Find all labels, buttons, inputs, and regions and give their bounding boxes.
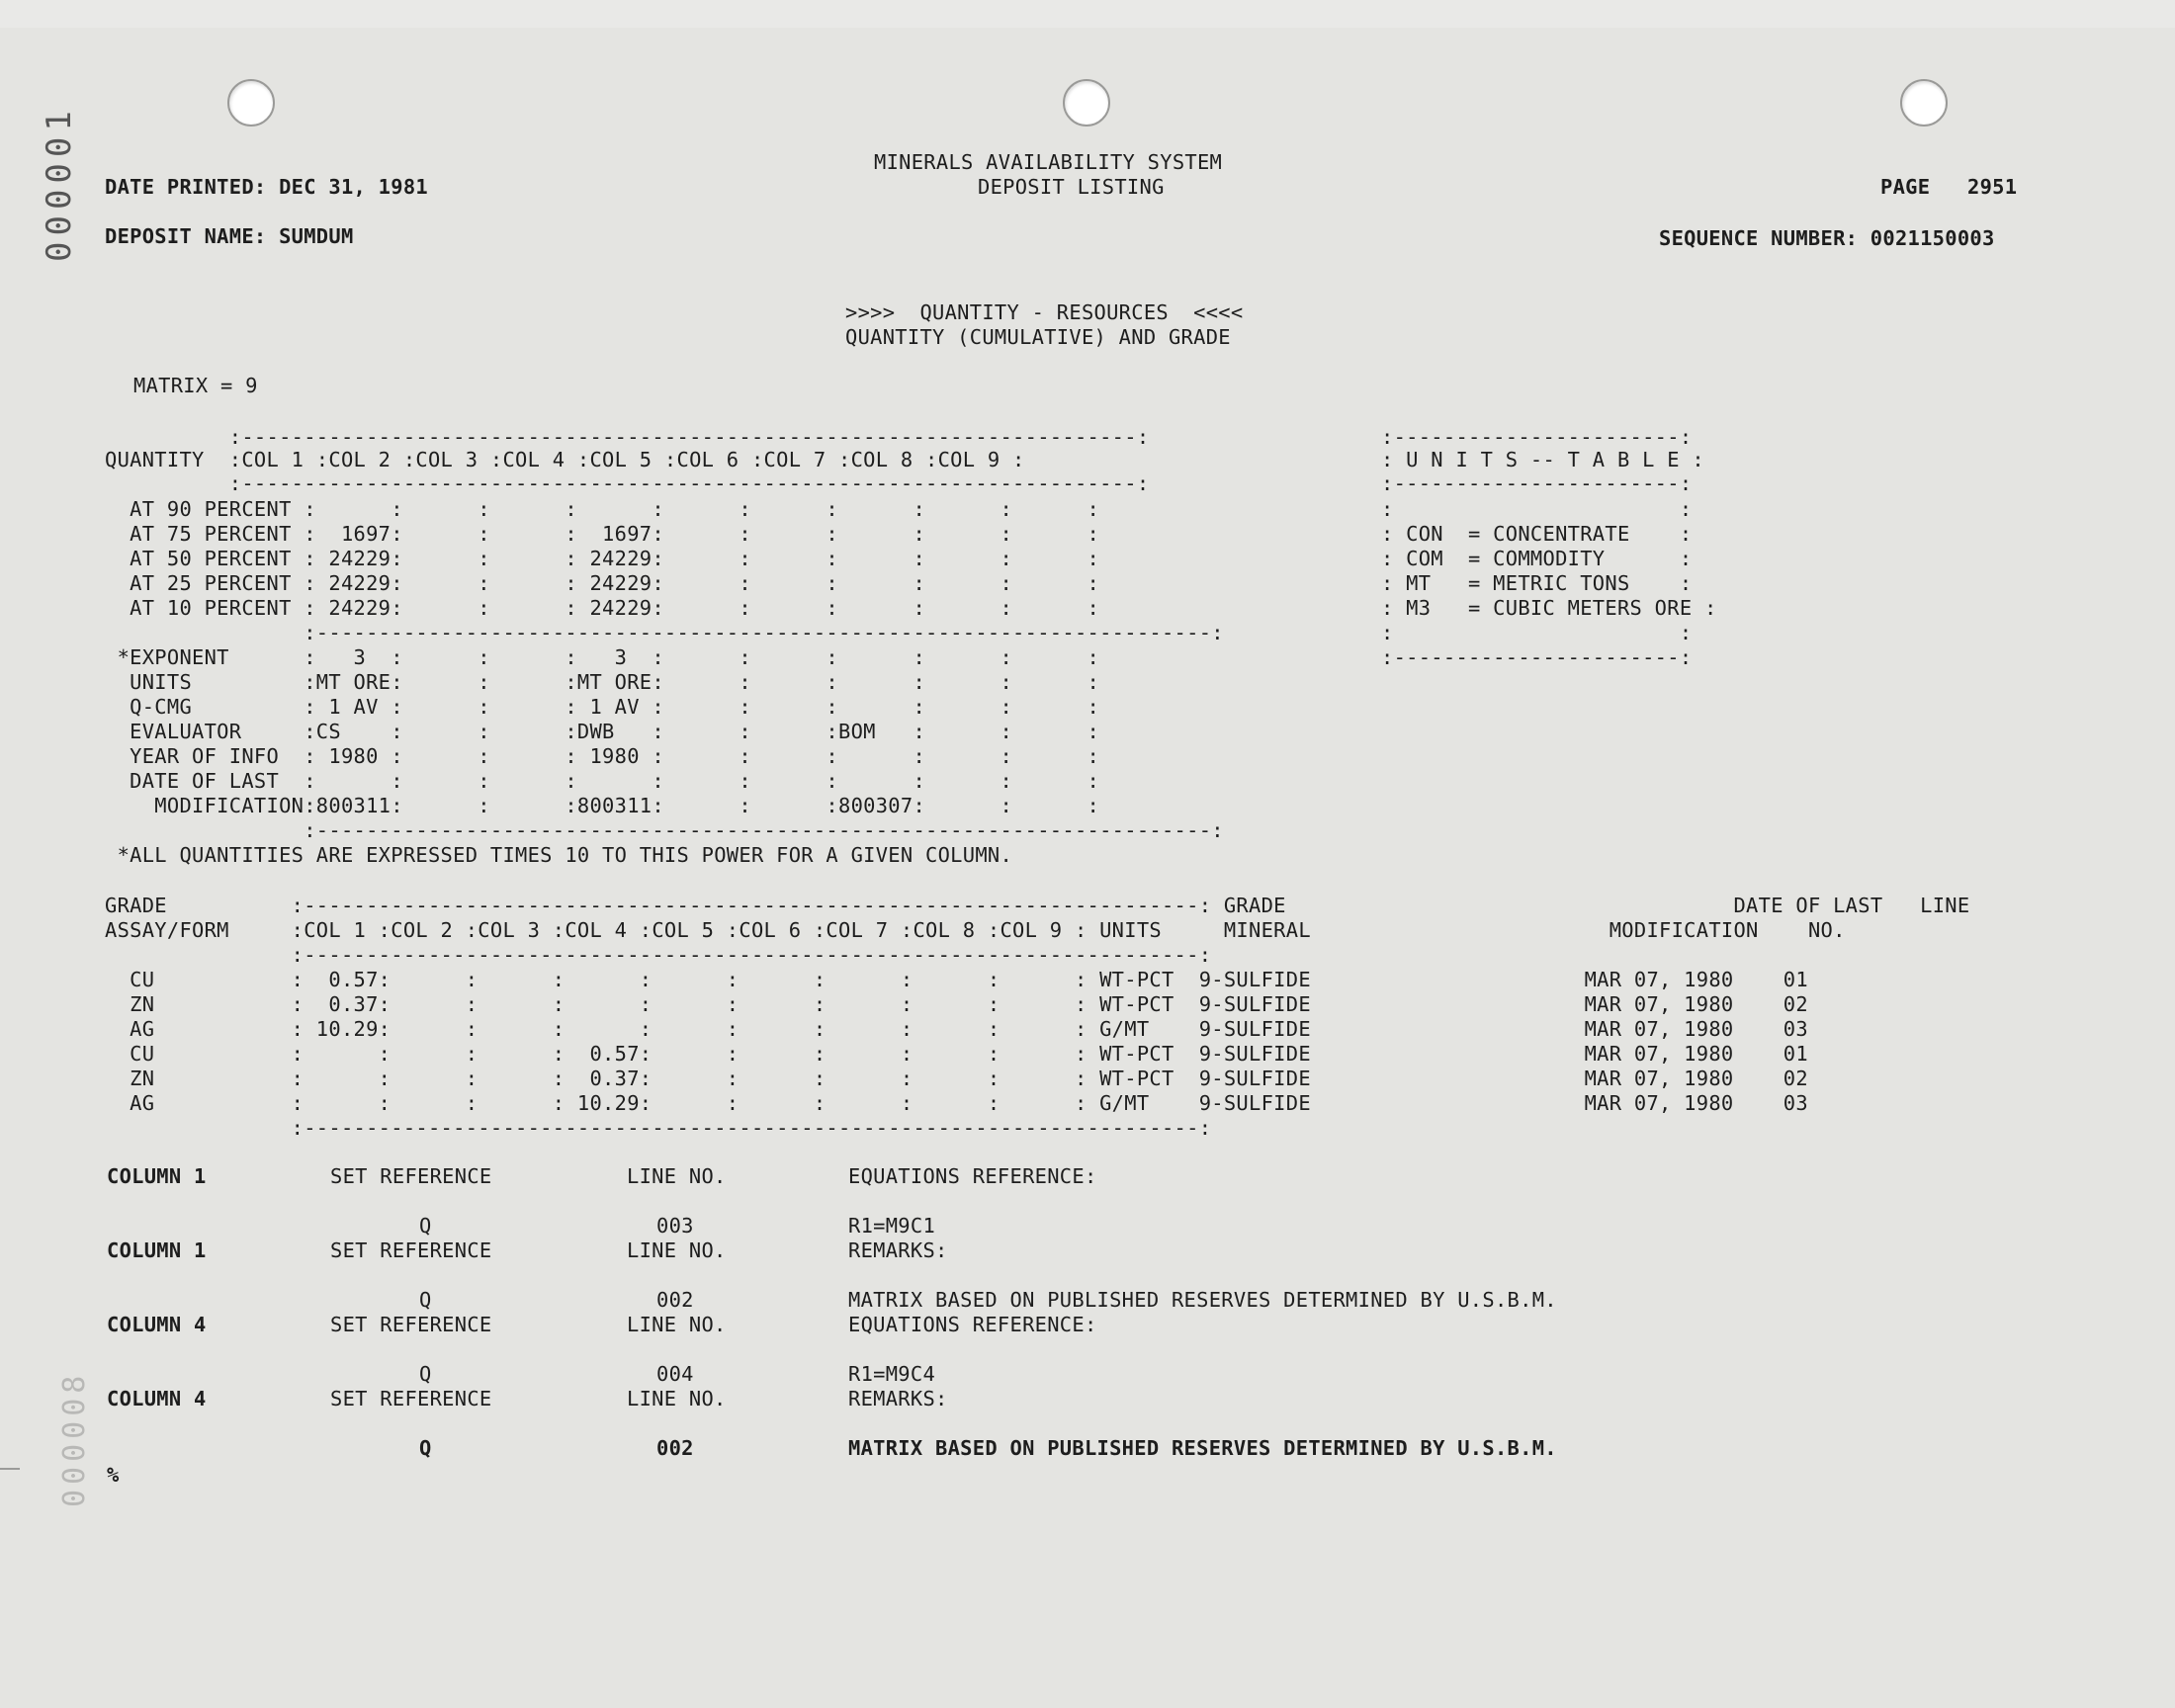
section-title: >>>> QUANTITY - RESOURCES <<<< bbox=[845, 300, 1244, 324]
listing-title: DEPOSIT LISTING bbox=[978, 175, 1165, 199]
reference-set-value: Q bbox=[419, 1436, 432, 1460]
reference-line-value: 004 bbox=[656, 1362, 694, 1386]
reference-column: COLUMN 1 bbox=[107, 1164, 207, 1188]
reference-line-value: 002 bbox=[656, 1288, 694, 1312]
table-row: :------------------------------------------------------------------------: bbox=[105, 621, 1224, 644]
table-row: :-----------------------: bbox=[1381, 471, 1693, 495]
matrix-label: MATRIX = 9 bbox=[133, 374, 258, 397]
reference-set-label: SET REFERENCE bbox=[330, 1238, 492, 1262]
table-row: : CON = CONCENTRATE : bbox=[1381, 522, 1693, 546]
table-row: : : bbox=[1381, 497, 1693, 521]
table-row: :------------------------------------------------------------------------: bbox=[105, 471, 1150, 495]
reference-set-label: SET REFERENCE bbox=[330, 1313, 492, 1336]
punch-hole-center bbox=[1063, 79, 1110, 127]
reference-text: MATRIX BASED ON PUBLISHED RESERVES DETERMINED BY U.S.B.M. bbox=[848, 1288, 1557, 1312]
reference-line-label: LINE NO. bbox=[627, 1313, 727, 1336]
reference-set-label: SET REFERENCE bbox=[330, 1387, 492, 1410]
reference-set-value: Q bbox=[419, 1362, 432, 1386]
reference-line-value: 003 bbox=[656, 1214, 694, 1238]
date-printed: DATE PRINTED: DEC 31, 1981 bbox=[105, 175, 428, 199]
reference-kind: REMARKS: bbox=[848, 1387, 948, 1410]
table-row: YEAR OF INFO : 1980 : : : 1980 : : : : : : bbox=[105, 744, 1100, 768]
reference-line-value: 002 bbox=[656, 1436, 694, 1460]
table-row: : M3 = CUBIC METERS ORE : bbox=[1381, 596, 1717, 620]
reference-set-value: Q bbox=[419, 1288, 432, 1312]
table-row: AT 10 PERCENT : 24229: : : 24229: : : : : : bbox=[105, 596, 1100, 620]
reference-kind: EQUATIONS REFERENCE: bbox=[848, 1164, 1097, 1188]
table-row: AT 25 PERCENT : 24229: : : 24229: : : : : : bbox=[105, 571, 1100, 595]
reference-column: COLUMN 4 bbox=[107, 1387, 207, 1410]
table-row: : MT = METRIC TONS : bbox=[1381, 571, 1693, 595]
table-row: : COM = COMMODITY : bbox=[1381, 547, 1693, 570]
reference-line-label: LINE NO. bbox=[627, 1238, 727, 1262]
reference-text: MATRIX BASED ON PUBLISHED RESERVES DETERMINED BY U.S.B.M. bbox=[848, 1436, 1557, 1460]
section-subtitle: QUANTITY (CUMULATIVE) AND GRADE bbox=[845, 325, 1231, 349]
table-row: AT 50 PERCENT : 24229: : : 24229: : : : : : bbox=[105, 547, 1100, 570]
punch-hole-left bbox=[227, 79, 275, 127]
punch-hole-right bbox=[1900, 79, 1948, 127]
system-title: MINERALS AVAILABILITY SYSTEM bbox=[874, 150, 1223, 174]
table-row: *EXPONENT : 3 : : : 3 : : : : : : bbox=[105, 645, 1100, 669]
table-row: AT 90 PERCENT : : : : : : : : : : bbox=[105, 497, 1100, 521]
page-number: PAGE 2951 bbox=[1880, 175, 2018, 199]
table-row: : : bbox=[1381, 621, 1693, 644]
table-row: AT 75 PERCENT : 1697: : : 1697: : : : : : bbox=[105, 522, 1100, 546]
table-row: :------------------------------------------------------------------------: bbox=[105, 1116, 1212, 1140]
table-row: :-----------------------: bbox=[1381, 425, 1693, 449]
table-row: UNITS :MT ORE: : :MT ORE: : : : : : bbox=[105, 670, 1100, 694]
reference-line-label: LINE NO. bbox=[627, 1164, 727, 1188]
reference-set-label: SET REFERENCE bbox=[330, 1164, 492, 1188]
table-row: ASSAY/FORM :COL 1 :COL 2 :COL 3 :COL 4 :COL 5 :COL 6 :COL 7 :COL 8 :COL 9 : UNITS MINERAL MODIFICATION NO. bbox=[105, 918, 1846, 942]
margin-document-id: 000001 bbox=[40, 105, 79, 262]
table-row: CU : 0.57: : : : : : : : : WT-PCT 9-SULFIDE MAR 07, 1980 01 bbox=[105, 968, 1808, 991]
table-row: EVALUATOR :CS : : :DWB : : :BOM : : : bbox=[105, 720, 1100, 743]
table-row: DATE OF LAST : : : : : : : : : : bbox=[105, 769, 1100, 793]
edge-mark bbox=[0, 1468, 20, 1470]
table-row: :------------------------------------------------------------------------: bbox=[105, 818, 1224, 842]
table-row: ZN : 0.37: : : : : : : : : WT-PCT 9-SULFIDE MAR 07, 1980 02 bbox=[105, 992, 1808, 1016]
reference-set-value: Q bbox=[419, 1214, 432, 1238]
reference-kind: REMARKS: bbox=[848, 1238, 948, 1262]
reference-text: R1=M9C4 bbox=[848, 1362, 936, 1386]
reference-column: COLUMN 4 bbox=[107, 1313, 207, 1336]
table-row: :------------------------------------------------------------------------: bbox=[105, 425, 1150, 449]
table-row: AG : 10.29: : : : : : : : : G/MT 9-SULFIDE MAR 07, 1980 03 bbox=[105, 1017, 1808, 1041]
table-row: CU : : : : 0.57: : : : : : WT-PCT 9-SULFIDE MAR 07, 1980 01 bbox=[105, 1042, 1808, 1066]
table-row: :------------------------------------------------------------------------: bbox=[105, 943, 1212, 967]
table-row: : U N I T S -- T A B L E : bbox=[1381, 448, 1704, 471]
reference-kind: EQUATIONS REFERENCE: bbox=[848, 1313, 1097, 1336]
reference-line-label: LINE NO. bbox=[627, 1387, 727, 1410]
reference-column: COLUMN 1 bbox=[107, 1238, 207, 1262]
deposit-name: DEPOSIT NAME: SUMDUM bbox=[105, 224, 354, 248]
reference-text: R1=M9C1 bbox=[848, 1214, 936, 1238]
table-row: AG : : : : 10.29: : : : : : G/MT 9-SULFIDE MAR 07, 1980 03 bbox=[105, 1091, 1808, 1115]
table-row: ZN : : : : 0.37: : : : : : WT-PCT 9-SULFIDE MAR 07, 1980 02 bbox=[105, 1067, 1808, 1090]
sequence-number: SEQUENCE NUMBER: 0021150003 bbox=[1659, 226, 1995, 250]
table-row: GRADE :------------------------------------------------------------------------: GRADE DATE OF LAST LINE bbox=[105, 894, 1970, 917]
table-row: QUANTITY :COL 1 :COL 2 :COL 3 :COL 4 :COL 5 :COL 6 :COL 7 :COL 8 :COL 9 : bbox=[105, 448, 1025, 471]
end-mark: % bbox=[107, 1463, 120, 1487]
table-row: Q-CMG : 1 AV : : : 1 AV : : : : : : bbox=[105, 695, 1100, 719]
table-row: :-----------------------: bbox=[1381, 645, 1693, 669]
table-row: MODIFICATION:800311: : :800311: : :800307: : : bbox=[105, 794, 1100, 817]
exponent-footnote: *ALL QUANTITIES ARE EXPRESSED TIMES 10 TO THIS POWER FOR A GIVEN COLUMN. bbox=[105, 843, 1013, 867]
margin-document-id-faint: 000008 bbox=[57, 1370, 92, 1507]
